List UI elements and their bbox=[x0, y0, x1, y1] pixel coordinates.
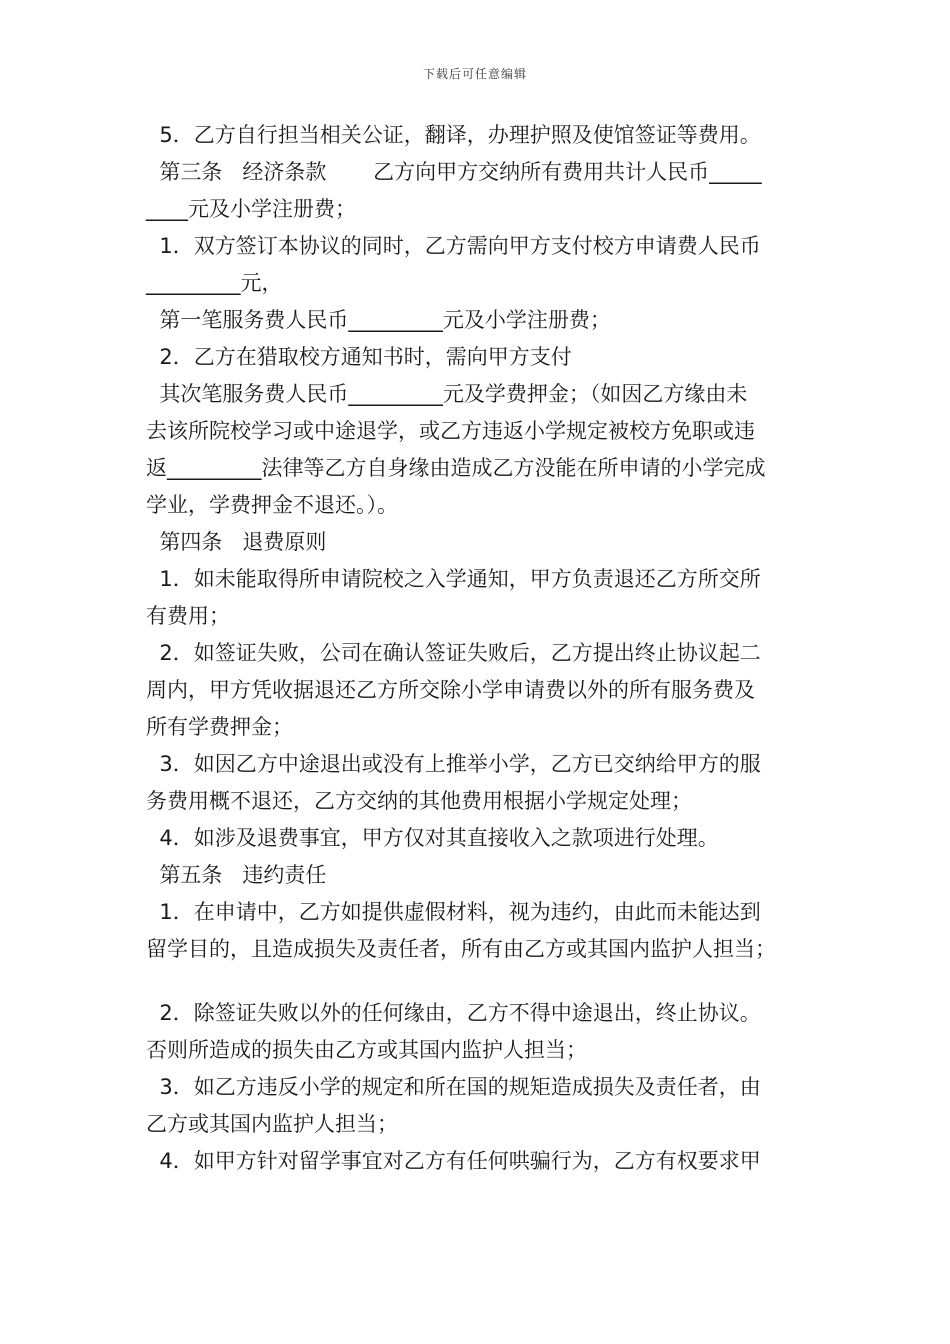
text-line: ____元及小学注册费； bbox=[146, 197, 356, 221]
text-line: 第一笔服务费人民币_________元及小学注册费； bbox=[146, 308, 611, 332]
text-line: 有费用； bbox=[146, 604, 230, 628]
section-heading: 第五条 违约责任 bbox=[146, 863, 327, 887]
text-line: 1．在申请中，乙方如提供虚假材料，视为违约，由此而未能达到 bbox=[146, 900, 761, 924]
text-line: 学业，学费押金不退还。）。 bbox=[146, 493, 398, 517]
text-line: 1．双方签订本协议的同时，乙方需向甲方支付校方申请费人民币 bbox=[146, 234, 761, 258]
text-line: 4．如涉及退费事宜，甲方仅对其直接收入之款项进行处理。 bbox=[146, 826, 719, 850]
text-line: 否则所造成的损失由乙方或其国内监护人担当； bbox=[146, 1038, 587, 1062]
text-line: 乙方或其国内监护人担当； bbox=[146, 1112, 398, 1136]
text-line: 返_________法律等乙方自身缘由造成乙方没能在所申请的小学完成 bbox=[146, 456, 766, 480]
page-header: 下载后可任意编辑 bbox=[422, 67, 527, 81]
text-line: 3．如因乙方中途退出或没有上推举小学，乙方已交纳给甲方的服 bbox=[146, 752, 761, 776]
text-line: 务费用概不退还，乙方交纳的其他费用根据小学规定处理； bbox=[146, 789, 692, 813]
text-line: 留学目的，且造成损失及责任者，所有由乙方或其国内监护人担当； bbox=[146, 937, 776, 961]
text-line: 去该所院校学习或中途退学，或乙方违返小学规定被校方免职或违 bbox=[146, 419, 755, 443]
text-line: 第三条 经济条款 乙方向甲方交纳所有费用共计人民币_____ bbox=[146, 160, 762, 184]
text-line: 5．乙方自行担当相关公证，翻译，办理护照及使馆签证等费用。 bbox=[146, 123, 761, 147]
section-heading: 第四条 退费原则 bbox=[146, 530, 327, 554]
document-body bbox=[146, 117, 818, 1180]
text-line: 周内，甲方凭收据退还乙方所交除小学申请费以外的所有服务费及 bbox=[146, 678, 755, 702]
text-line: 其次笔服务费人民币_________元及学费押金；（如因乙方缘由未 bbox=[146, 382, 748, 406]
text-line: 2．乙方在猎取校方通知书时，需向甲方支付 bbox=[146, 345, 572, 369]
text-line: 1．如未能取得所申请院校之入学通知，甲方负责退还乙方所交所 bbox=[146, 567, 761, 591]
blank-line bbox=[146, 968, 818, 995]
text-line: 4．如甲方针对留学事宜对乙方有任何哄骗行为，乙方有权要求甲 bbox=[146, 1149, 761, 1173]
text-line: 2．除签证失败以外的任何缘由，乙方不得中途退出，终止协议。 bbox=[146, 1001, 761, 1025]
text-line: 2．如签证失败，公司在确认签证失败后，乙方提出终止协议起二 bbox=[146, 641, 761, 665]
text-line: _________元， bbox=[146, 271, 283, 295]
text-line: 3．如乙方违反小学的规定和所在国的规矩造成损失及责任者，由 bbox=[146, 1075, 761, 1099]
text-line: 所有学费押金； bbox=[146, 715, 293, 739]
